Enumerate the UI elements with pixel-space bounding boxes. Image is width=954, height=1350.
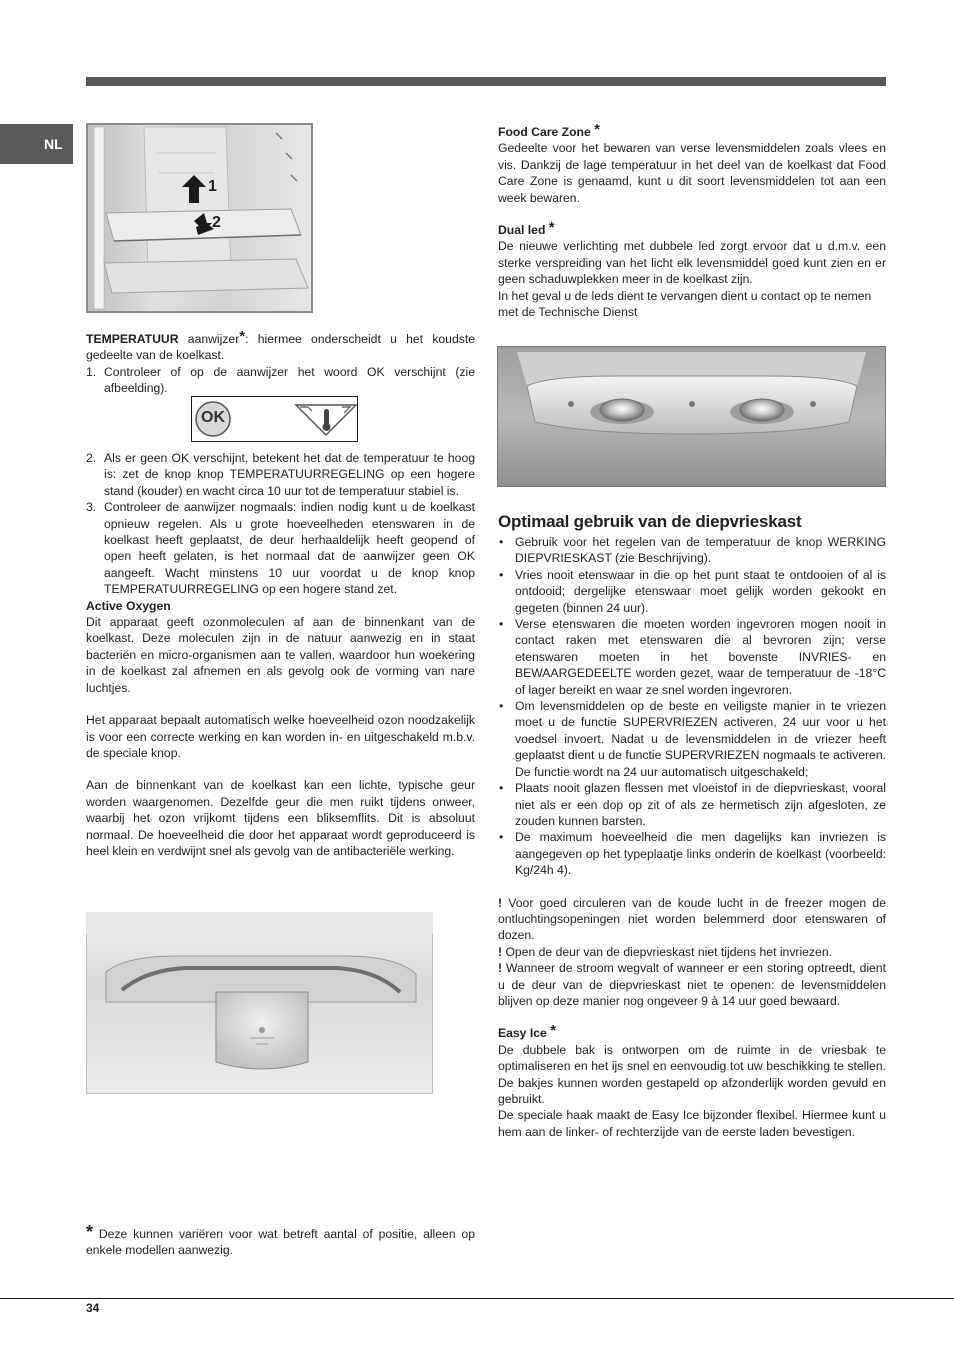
list-item: 1. Controleer of op de aanwijzer het woord OK verschijnt (zie afbeelding). bbox=[86, 364, 475, 396]
temperature-section-cont bbox=[86, 450, 475, 859]
warning: ! Voor goed circuleren van de koude lucht in de freezer mogen de ontluchtingsopeningen niet worden belemmerd door etenswaren of dozen. bbox=[498, 895, 886, 943]
freezer-bullets bbox=[498, 534, 886, 879]
warning: ! Open de deur van de diepvrieskast niet tijdens het invriezen. bbox=[498, 944, 832, 959]
figure-dual-led bbox=[497, 346, 886, 487]
footer-rule bbox=[0, 1298, 954, 1299]
easy-ice-p1: De dubbele bak is ontworpen om de ruimte in de vriesbak te optimaliseren en het ijs snel en eenvoudig tot uw beschikking te stellen. De bakjes kunnen worden gestapeld op afzonderlijk worden gevuld en gebruikt. bbox=[498, 1042, 886, 1106]
freezer-section bbox=[498, 512, 886, 1140]
asterisk: * bbox=[239, 328, 246, 345]
freezer-title: Optimaal gebruik van de diepvrieskast bbox=[498, 512, 802, 531]
dual-led-p2: In het geval u de leds dient te vervangen dient u contact op te nemen met de Technische Dienst bbox=[498, 288, 872, 320]
list-item: • De maximum hoeveelheid die men dagelijks kan invriezen is aangegeven op het typeplaatje links onderin de koelkast (voorbeeld: Kg/24h 4). bbox=[498, 829, 886, 878]
asterisk: * bbox=[86, 1222, 94, 1242]
food-care-title: Food Care Zone * bbox=[498, 121, 600, 139]
figure-ok-indicator bbox=[191, 396, 358, 442]
arrow-label-2: 2 bbox=[212, 214, 221, 231]
list-item: • Vries nooit etenswaar in die op het punt staat te ontdooien of al is ontdooid; dergelijke etenswaar moet gelijk worden gekookt en gegeten (binnen 24 uur). bbox=[498, 567, 886, 616]
food-care-text: Gedeelte voor het bewaren van verse levensmiddelen zoals vlees en vis. Dankzij de lage temperatuur in het deel van de koelkast dat Food Care Zone is genaamd, kunt u dit soort levensmiddelen tot aan een week bewaren. bbox=[498, 141, 886, 205]
freezer-warnings bbox=[498, 895, 886, 1010]
list-item: • Om levensmiddelen op de beste en veiligste manier in te vriezen moet u de functie SUPERVRIEZEN activeren, 24 uur voor u het voedsel invoert. Nadat u de levensmiddelen in de vriezer heeft geplaatst dient u de functie SUPERVRIEZEN nogmaals te activeren. De functie wordt na 24 uur automatisch uitgeschakeld; bbox=[498, 698, 886, 780]
easy-ice-title: Easy Ice * bbox=[498, 1022, 557, 1041]
dual-led-p1: De nieuwe verlichting met dubbele led zorgt ervoor dat u d.m.v. een sterke verspreiding van het licht elk levensmiddel goed kunt zien en er geen schaduwplekken meer in de koelkast zijn. bbox=[498, 239, 886, 287]
figure-ozone-device bbox=[86, 912, 433, 1094]
list-item: 2. Als er geen OK verschijnt, betekent het dat de temperatuur te hoog is: zet de knop knop TEMPERATUURREGELING op een hogere stand (kouder) en wacht circa 10 uur tot de temperatuur stabiel is. bbox=[86, 451, 475, 498]
figure-shelf-adjustment bbox=[86, 123, 313, 313]
footnote bbox=[86, 1222, 475, 1259]
page-number: 34 bbox=[86, 1301, 100, 1315]
temperature-steps-cont bbox=[86, 450, 475, 598]
footnote-text: Deze kunnen variëren voor wat betreft aantal of positie, alleen op enkele modellen aanwezig. bbox=[86, 1227, 475, 1258]
active-oxygen-p1: Dit apparaat geeft ozonmoleculen af aan de binnenkant van de koelkast. Deze moleculen zijn in de natuur aanwezig en in staat bacteriën en micro-organismen aan te vallen, waardoor hun woekering in de koelkast zal afnemen en als gevolg ook de vorming van nare luchtjes. bbox=[86, 615, 475, 695]
food-care-section bbox=[498, 121, 886, 320]
temperature-intro: TEMPERATUUR aanwijzer*: hiermee onderscheidt u het koudste gedeelte van de koelkast. bbox=[86, 328, 476, 363]
list-item: 3. Controleer de aanwijzer nogmaals: indien nodig kunt u de koelkast opnieuw regelen. Als u grote hoeveelheden etenswaren in de koelkast heeft geplaatst, de deur herhaaldelijk heeft geopend of open heeft gelaten, is het normaal dat de aanwijzer geen OK aangeeft. Wacht minstens 10 uur voordat u de knop knop TEMPERATUURREGELING op een hogere stand zet. bbox=[86, 500, 475, 597]
temperature-section bbox=[86, 328, 476, 397]
active-oxygen-p3: Aan de binnenkant van de koelkast kan een lichte, typische geur worden waargenomen. Dezelfde geur die men ruikt tijdens onweer, waarbij het ozon vrijkomt tijdens een bliksemflits. Dit is absoluut normaal. De hoeveelheid die door het apparaat wordt geproduceerd is heel klein en verdwijnt snel als gevolg van de antibacteriële werking. bbox=[86, 778, 475, 858]
ok-label: OK bbox=[201, 409, 225, 426]
arrow-label-1: 1 bbox=[208, 178, 217, 195]
shelf-illustration bbox=[86, 123, 313, 313]
list-item: • Plaats nooit glazen flessen met vloeistof in de diepvrieskast, vooral niet als er een dop op zit of als ze hermetisch zijn afgesloten, ze zouden kunnen barsten. bbox=[498, 780, 886, 829]
dual-led-title: Dual led * bbox=[498, 219, 555, 238]
list-item: • Gebruik voor het regelen van de temperatuur de knop WERKING DIEPVRIESKAST (zie Beschrijving). bbox=[498, 534, 886, 567]
temperature-steps bbox=[86, 364, 475, 397]
language-tab: NL bbox=[0, 124, 73, 164]
temperature-title: TEMPERATUUR bbox=[86, 332, 179, 346]
header-bar bbox=[86, 77, 886, 86]
warning: ! Wanneer de stroom wegvalt of wanneer er een storing optreedt, dient u de deur van de diepvrieskast niet te openen: de levensmiddelen blijven op deze manier nog ongeveer 9 à 14 uur goed bewaard. bbox=[498, 961, 886, 1008]
list-item: • Verse etenswaren die moeten worden ingevroren mogen nooit in contact raken met etenswaren die al bevroren zijn; verse etenswaren moeten in het bovenste INVRIES- en BEWAARGEDEELTE worden gezet, waar de temperatuur de -18°C of lager bereikt en waar ze snel worden ingevroren. bbox=[498, 616, 886, 698]
active-oxygen-p2: Het apparaat bepaalt automatisch welke hoeveelheid ozon noodzakelijk is voor een correcte werking en kan worden in- en uitgeschakeld m.b.v. de speciale knop. bbox=[86, 713, 475, 760]
easy-ice-p2: De speciale haak maakt de Easy Ice bijzonder flexibel. Hiermee kunt u hem aan de linker- of rechterzijde van de eerste laden bevestigen. bbox=[498, 1108, 886, 1139]
active-oxygen-title: Active Oxygen bbox=[86, 598, 171, 613]
thermometer-icon bbox=[296, 405, 356, 435]
